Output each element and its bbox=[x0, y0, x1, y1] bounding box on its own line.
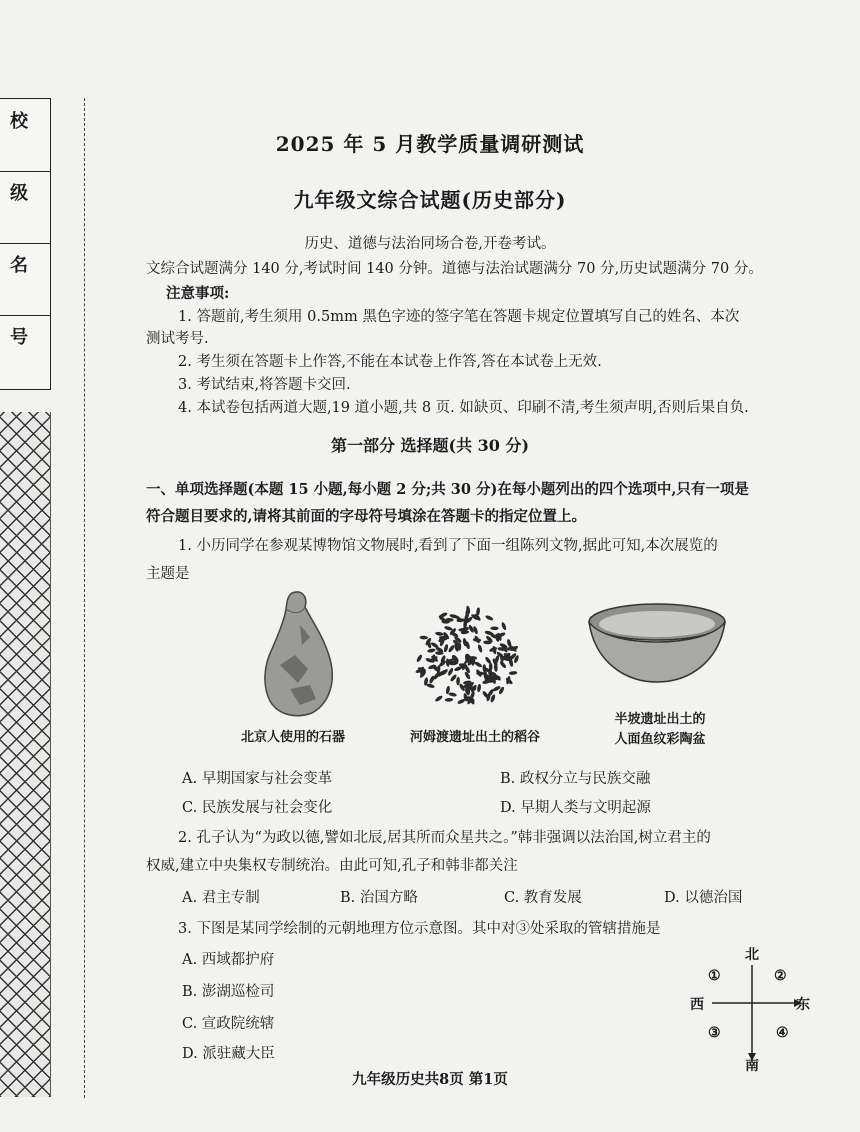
label-class: 级 bbox=[10, 183, 28, 204]
q3-option-d[interactable]: D. 派驻藏大臣 bbox=[182, 1046, 275, 1062]
page-footer: 九年级历史共8页 第1页 bbox=[352, 1071, 508, 1088]
section-instruction-1: 一、单项选择题(本题 15 小题,每小题 2 分;共 30 分)在每小题列出的四个选项中,只有一项是 bbox=[146, 481, 749, 498]
label-school: 校 bbox=[10, 111, 28, 132]
compass-quadrant-3: ③ bbox=[708, 1025, 721, 1041]
rice-grain bbox=[434, 695, 443, 703]
q3-stem: 3. 下图是某同学绘制的元朝地理方位示意图。其中对③处采取的管辖措施是 bbox=[178, 921, 661, 937]
stone-tool-image bbox=[250, 585, 340, 720]
rice-grain bbox=[474, 661, 483, 669]
caption-stone-tool: 北京人使用的石器 bbox=[240, 730, 345, 745]
exam-title: 2025 年 5 月教学质量调研测试 bbox=[275, 132, 585, 156]
rice-grain bbox=[485, 675, 489, 683]
info-cell-number bbox=[0, 315, 50, 389]
rice-grain bbox=[443, 644, 449, 653]
rice-grain bbox=[426, 683, 435, 689]
rice-grain bbox=[416, 654, 424, 663]
caption-rice: 河姆渡遗址出土的稻谷 bbox=[409, 730, 540, 745]
note-3: 3. 考试结束,将答题卡交回. bbox=[178, 377, 351, 393]
q1-stem-1: 1. 小历同学在参观某博物馆文物展时,看到了下面一组陈列文物,据此可知,本次展览的 bbox=[178, 538, 718, 554]
label-name: 名 bbox=[10, 255, 28, 276]
compass-quadrant-4: ④ bbox=[776, 1025, 789, 1041]
q2-stem-1: 2. 孔子认为“为政以德,譬如北辰,居其所而众星共之。”韩非强调以法治国,树立君主的 bbox=[178, 830, 711, 846]
q2-option-d[interactable]: D. 以德治国 bbox=[664, 890, 743, 906]
rice-grain bbox=[501, 622, 507, 631]
rice-grain bbox=[448, 692, 457, 697]
q3-option-b[interactable]: B. 澎湖巡检司 bbox=[182, 984, 275, 1000]
compass-north: 北 bbox=[745, 947, 759, 963]
rice-grain bbox=[490, 626, 498, 630]
rice-grain bbox=[427, 648, 436, 653]
compass-west: 西 bbox=[690, 997, 704, 1013]
label-number: 号 bbox=[10, 327, 28, 348]
note-1-cont: 测试考号. bbox=[146, 331, 209, 347]
compass-south: 南 bbox=[745, 1058, 759, 1074]
caption-pottery-1: 半坡遗址出土的 bbox=[614, 712, 706, 727]
security-pattern bbox=[0, 412, 51, 1097]
compass-east: 东 bbox=[796, 997, 810, 1013]
compass-quadrant-1: ① bbox=[708, 968, 721, 984]
q3-option-c[interactable]: C. 宣政院统辖 bbox=[182, 1016, 275, 1032]
intro-line-2: 文综合试题满分 140 分,考试时间 140 分钟。道德与法治试题满分 70 分,历史试题满分 70 分。 bbox=[146, 261, 763, 277]
q3-option-a[interactable]: A. 西域都护府 bbox=[182, 952, 275, 968]
q2-option-a[interactable]: A. 君主专制 bbox=[182, 890, 260, 906]
rice-grain bbox=[445, 698, 454, 702]
exam-subtitle: 九年级文综合试题(历史部分) bbox=[293, 188, 567, 212]
rice-grains-image bbox=[412, 603, 522, 713]
pottery-basin-image bbox=[585, 600, 730, 690]
q1-option-a[interactable]: A. 早期国家与社会变革 bbox=[182, 771, 333, 787]
q1-option-d[interactable]: D. 早期人类与文明起源 bbox=[500, 800, 651, 816]
rice-grain bbox=[420, 636, 429, 640]
rice-grain bbox=[485, 614, 494, 621]
q2-stem-2: 权威,建立中央集权专制统治。由此可知,孔子和韩非都关注 bbox=[146, 858, 518, 874]
q1-option-b[interactable]: B. 政权分立与民族交融 bbox=[500, 771, 651, 787]
note-4: 4. 本试卷包括两道大题,19 道小题,共 8 页. 如缺页、印刷不清,考生须声明,否则后果自负. bbox=[178, 400, 749, 416]
rice-grain bbox=[456, 677, 460, 686]
rice-grain bbox=[447, 644, 455, 653]
rice-grain bbox=[477, 684, 482, 693]
intro-line-1: 历史、道德与法治同场合卷,开卷考试。 bbox=[304, 236, 556, 252]
info-cell-name bbox=[0, 243, 50, 316]
rice-grain bbox=[444, 625, 453, 631]
note-2: 2. 考生须在答题卡上作答,不能在本试卷上作答,答在本试卷上无效. bbox=[178, 354, 602, 370]
section-instruction-2: 符合题目要求的,请将其前面的字母符号填涂在答题卡的指定位置上。 bbox=[146, 508, 587, 525]
q2-option-b[interactable]: B. 治国方略 bbox=[340, 890, 418, 906]
q2-option-c[interactable]: C. 教育发展 bbox=[504, 890, 582, 906]
section-heading: 第一部分 选择题(共 30 分) bbox=[330, 436, 530, 455]
rice-grain bbox=[447, 667, 454, 676]
compass-quadrant-2: ② bbox=[774, 968, 787, 984]
rice-grain bbox=[435, 631, 444, 636]
q1-option-c[interactable]: C. 民族发展与社会变化 bbox=[182, 800, 333, 816]
note-1: 1. 答题前,考生须用 0.5mm 黑色字迹的签字笔在答题卡规定位置填写自己的姓名、本次 bbox=[178, 309, 740, 325]
rice-grain bbox=[509, 671, 518, 675]
caption-pottery-2: 人面鱼纹彩陶盆 bbox=[614, 732, 706, 747]
notes-heading: 注意事项: bbox=[166, 285, 230, 302]
q1-stem-2: 主题是 bbox=[146, 566, 190, 582]
rice-grain bbox=[477, 644, 483, 653]
